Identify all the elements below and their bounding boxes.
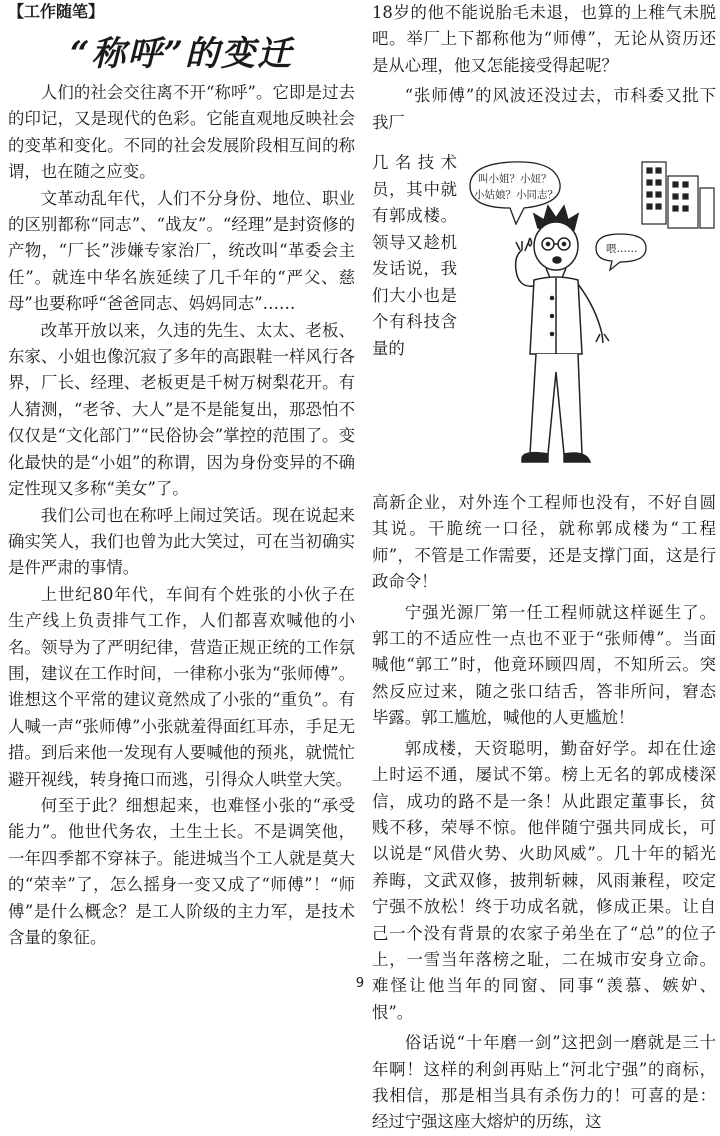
paragraph: 我们公司也在称呼上闹过笑话。现在说起来确实笑人，我们也曾为此大笑过，可在当初确实是件严肃的事情。 [8, 505, 355, 578]
paragraph: 人们的社会交往离不开“称呼”。它即是过去的印记，又是现代的色彩。它能直观地反映社会的变革和变化。不同的社会发展阶段相互间的称谓，也在随之应变。 [8, 83, 355, 182]
page-number: 9 [355, 976, 365, 991]
section-tag: 【工作随笔】 [8, 2, 105, 21]
paragraph: 何至于此？细想起来，也难怪小张的“承受能力”。他世代务农，土生土长。不是调笑他，一年四季都不穿袜子。能进城当个工人就是莫大的“荣幸”了，怎么摇身一变又成了“师傅”！“师傅”是什么概念？是工人阶级的主力军，是技术含量的象征。 [8, 795, 355, 947]
paragraph: 文革动乱年代，人们不分身份、地位、职业的区别都称“同志”、“战友”。“经理”是封资修的产物，“厂长”涉嫌专家治厂，统改叫“革委会主任”。就连中华名族延续了几千年的“严父、慈母”也要称呼“爸爸同志、妈妈同志”…… [8, 188, 355, 314]
bubble-line-1: 叫小姐？小妞？ [478, 173, 552, 186]
paragraph: 郭成楼，天资聪明，勤奋好学。却在仕途上时运不通，屡试不第。榜上无名的郭成楼深信，成功的路不是一条！从此跟定董事长，贫贱不移，荣辱不惊。他伴随宁强共同成长，可以说是“风借火势、火助风威”。几十年的韬光养晦，文武双修，披荆斩棘，风雨兼程，咬定宁强不放松！终于功成名就，修成正果。让自己一个没有背景的农家子弟坐在了“总”的位子上，一雪当年落榜之耻，二在城市安身立命。难怪让他当年的同窗、同事“羡慕、嫉妒、恨”。 [372, 738, 716, 1022]
wrapped-text: 几名技术员，其中就有郭成楼。领导又趁机发话说，我们大小也是个有科技含量的 [372, 153, 457, 358]
small-speech-bubble [596, 234, 646, 270]
left-column [8, 0, 355, 951]
man-figure [516, 206, 609, 462]
paragraph: 宁强光源厂第一任工程师就这样诞生了。郭工的不适应性一点也不亚于“张师傅”。当面喊他“郭工”时，他竟环顾四周，不知所云。突然反应过来，随之张口结舌，答非所问，窘态毕露。郭工尴尬，喊他的人更尴尬！ [372, 602, 716, 728]
bubble-small: 喂…… [606, 243, 638, 256]
paragraph-intro: “张师傅”的风波还没过去，市科委又批下我厂 [372, 86, 716, 132]
text-wrap-block [372, 150, 716, 496]
paragraph: 俗话说“十年磨一剑”这把剑一磨就是三十年啊！这样的利剑再贴上“河北宁强”的商标，我相信，那是相当具有杀伤力的！可喜的是：经过宁强这座大熔炉的历练，这 [372, 1033, 716, 1132]
cartoon-illustration [464, 158, 716, 488]
continued-paragraph: 18岁的他不能说胎毛未退，也算的上稚气未脱吧。举厂上下都称他为“师傅”，无论从资历还是从心理，他又怎能接受得起呢？ [372, 3, 716, 75]
buildings [642, 162, 714, 228]
paragraph: 改革开放以来，久违的先生、太太、老板、东家、小姐也像沉寂了多年的高跟鞋一样风行各界，厂长、经理、老板更是千树万树梨花开。有人猜测，“老爷、大人”是不是能复出，那恐怕不仅仅是“文化部门”“民俗协会”掌控的范围了。变化最快的是“小姐”的称谓，因为身份变异的不确定性现又多称“美女”了。 [8, 320, 355, 499]
right-column [372, 0, 716, 1136]
article-title: “称呼”的变迁 [69, 34, 294, 74]
paragraph: 上世纪80年代，车间有个姓张的小伙子在生产线上负责排气工作，人们都喜欢喊他的小名。领导为了严明纪律，营造正规正统的工作氛围，建议在工作时间，一律称小张为“张师傅”。谁想这个平常的建议竟然成了小张的“重负”。有人喊一声“张师傅”小张就羞得面红耳赤，手足无措。到后来他一发现有人要喊他的预兆，就慌忙避开视线，转身掩口而逃，引得众人哄堂大笑。 [8, 584, 355, 789]
continued-paragraph-after-image: 高新企业，对外连个工程师也没有，不好自圆其说。干脆统一口径，就称郭成楼为“工程师”，不管是工作需要，还是支撑门面，这是行政命令！ [372, 493, 716, 592]
bubble-line-2: 小姑娘？小同志？ [474, 189, 558, 202]
